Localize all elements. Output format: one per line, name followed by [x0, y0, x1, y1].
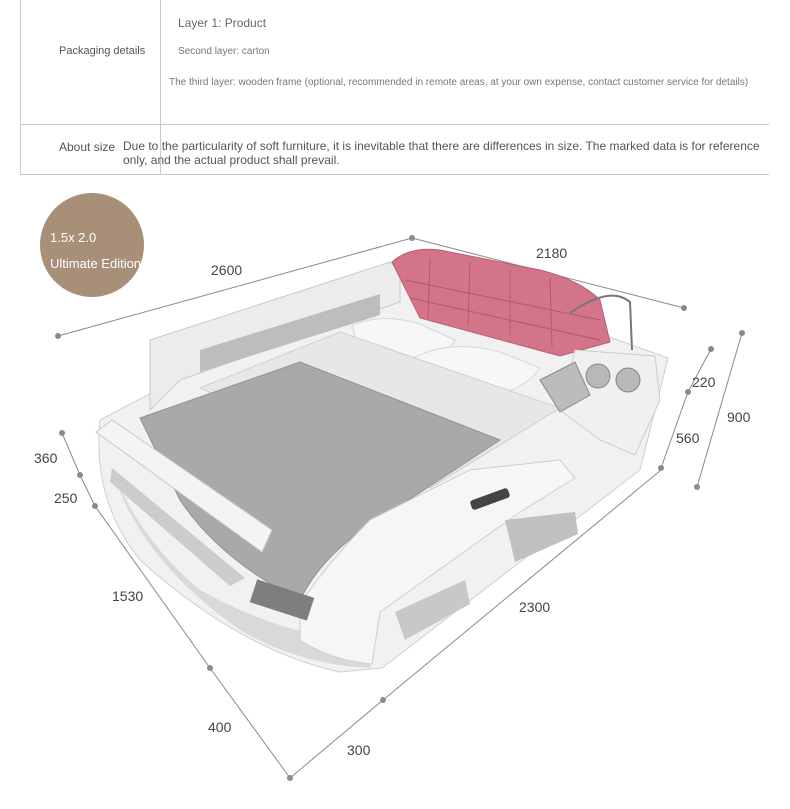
about-size-label: About size: [59, 140, 116, 154]
bed-illustration: [96, 249, 668, 672]
dimension-label-2300: 2300: [519, 599, 551, 615]
table-border-left: [20, 0, 21, 175]
speaker-left: [586, 364, 610, 388]
dimension-label-2180: 2180: [536, 245, 568, 261]
dimension-label-560: 560: [676, 430, 700, 446]
edition-badge-text: 1.5x 2.0 Ultimate Edition: [50, 230, 142, 271]
dimension-label-400: 400: [208, 719, 232, 735]
side-drawer: [505, 512, 578, 562]
packaging-layer-3: The third layer: wooden frame (optional, recommended in remote areas, at your own expense, contact customer service for details): [169, 77, 749, 88]
table-row-divider: [20, 124, 769, 125]
speaker-right: [616, 368, 640, 392]
table-border-bottom: [20, 174, 769, 175]
dimension-label-900: 900: [727, 409, 751, 425]
bed-dimension-drawing: [0, 180, 790, 809]
dimension-label-1530: 1530: [112, 588, 144, 604]
packaging-layer-1: Layer 1: Product: [178, 16, 267, 30]
dimension-label-220: 220: [692, 374, 716, 390]
spec-table: [20, 0, 769, 175]
packaging-details-label: Packaging details: [59, 45, 146, 57]
dimension-label-360: 360: [34, 450, 58, 466]
packaging-layer-2: Second layer: carton: [178, 46, 270, 57]
dimension-label-300: 300: [347, 742, 371, 758]
dimension-label-2600: 2600: [211, 262, 243, 278]
about-size-text: Due to the particularity of soft furniture, it is inevitable that there are differences in size. The marked data is for reference only, and the actual product shall prevail.: [123, 139, 760, 167]
dimension-label-250: 250: [54, 490, 78, 506]
